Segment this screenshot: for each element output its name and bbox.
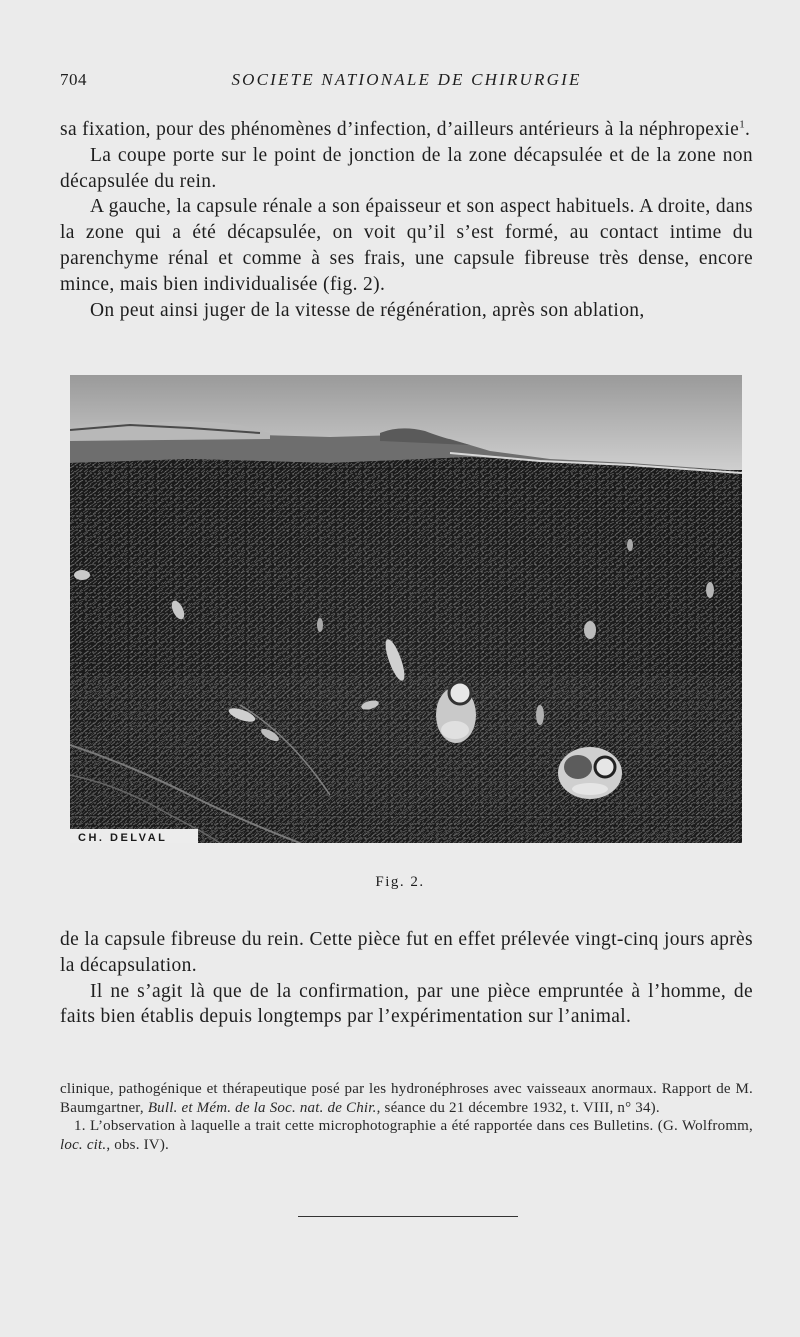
footnote-continuation: clinique, pathogénique et thérapeutique posé par les hydronéphroses avec vaisseaux anormaux. Rapport de M. Baumgartner, Bull. et Mém. de la Soc. nat. de Chir., séance du 21 décembre 1932, t. VIII, n° 34). bbox=[60, 1081, 753, 1116]
photo-credit: CH. DELVAL bbox=[78, 832, 168, 843]
paragraph: On peut ainsi juger de la vitesse de régénération, après son ablation, bbox=[90, 299, 645, 321]
footnotes bbox=[60, 1080, 753, 1154]
page-number: 704 bbox=[60, 70, 87, 89]
paragraph-continuation: de la capsule fibreuse du rein. Cette pièce fut en effet prélevée vingt-cinq jours après la décapsulation. bbox=[60, 929, 753, 976]
body-text-bottom bbox=[60, 927, 753, 1030]
figure-caption: Fig. 2. bbox=[375, 874, 425, 890]
body-text-top bbox=[60, 117, 753, 323]
end-rule bbox=[298, 1216, 518, 1217]
paragraph: Il ne s’agit là que de la confirmation, par une pièce empruntée à l’homme, de faits bien établis depuis longtemps par l’expérimentation sur l’animal. bbox=[60, 980, 753, 1028]
paragraph: A gauche, la capsule rénale a son épaisseur et son aspect habituels. A droite, dans la zone qui a été décapsulée, on voit qu’il s’est formé, au contact intime du parenchyme rénal et comme à ses frais, une capsule fibreuse très dense, encore mince, mais bien individualisée (fig. 2). bbox=[60, 196, 753, 295]
footnote-ref: 1 bbox=[739, 118, 746, 131]
running-title: SOCIETE NATIONALE DE CHIRURGIE bbox=[231, 70, 582, 89]
paragraph-continuation: sa fixation, pour des phénomènes d’infection, d’ailleurs antérieurs à la néphropexie$^1$. bbox=[60, 118, 751, 140]
paragraph: La coupe porte sur le point de jonction de la zone décapsulée et de la zone non décapsulée du rein. bbox=[60, 144, 753, 192]
micrograph-figure bbox=[70, 375, 742, 843]
footnote-1: 1. L’observation à laquelle a trait cette microphotographie a été rapportée dans ces Bulletins. (G. Wolfromm, loc. cit., obs. IV). bbox=[60, 1118, 753, 1153]
page-header bbox=[60, 70, 753, 96]
micrograph-image bbox=[70, 375, 742, 843]
